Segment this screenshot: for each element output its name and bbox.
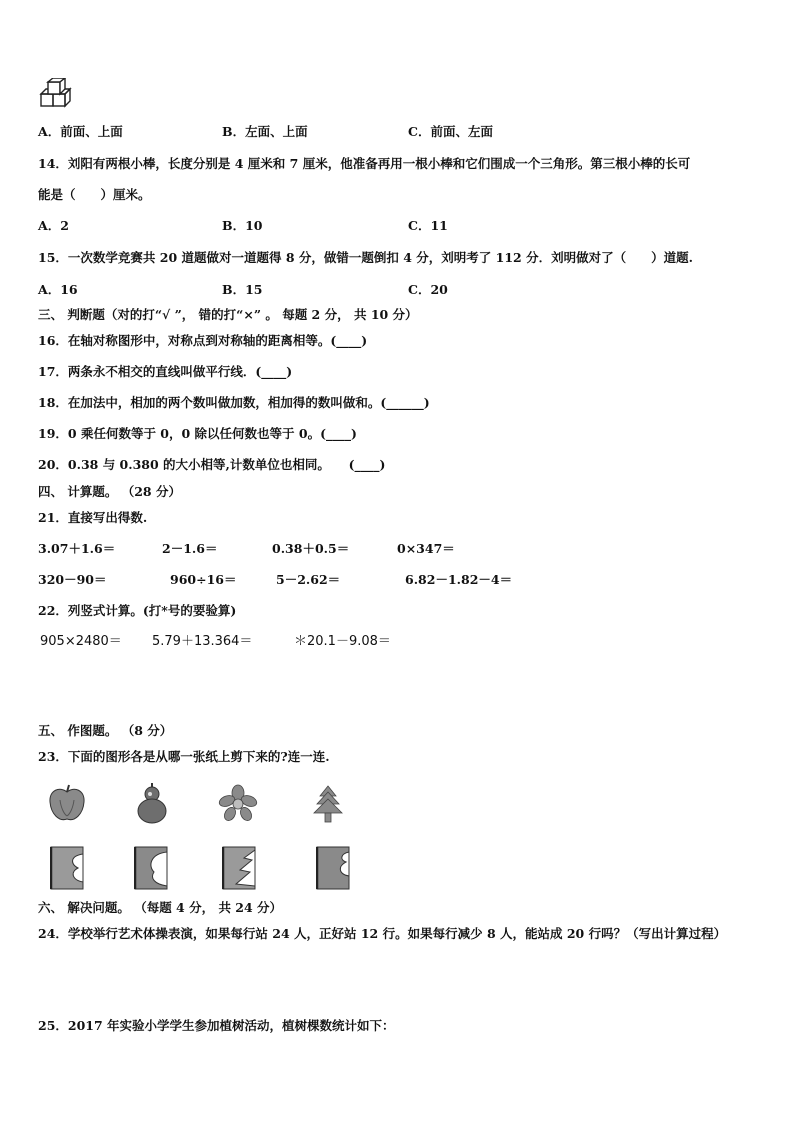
cube-stack-icon [38,78,78,110]
section-5-heading: 五、 作图题。 （8 分） [38,723,173,738]
flower-icon [218,784,258,822]
cut-paper-2-icon [134,846,168,890]
q13-option-c: C．前面、左面 [408,124,493,139]
q22-expr: ＊20.1－9.08＝ [294,634,391,649]
section-4-heading: 四、 计算题。 （28 分） [38,484,181,499]
q14-stem-line1: 14．刘阳有两根小棒，长度分别是 4 厘米和 7 厘米，他准备再用一根小棒和它们围成一个三角形。第三根小棒的长可 [38,156,691,171]
section-3-heading: 三、 判断题（对的打“√ ”， 错的打“×” 。 每题 2 分， 共 10 分） [38,307,418,322]
q23-title: 23．下面的图形各是从哪一张纸上剪下来的?连一连. [38,749,330,764]
q21-expr: 320－90＝ [38,572,107,587]
q14-option-b: B．10 [222,218,263,233]
apple-icon [46,784,88,824]
q16-statement: 16．在轴对称图形中，对称点到对称轴的距离相等。(____) [38,333,368,348]
q19-statement: 19．0 乘任何数等于 0，0 除以任何数也等于 0。(____) [38,426,357,441]
cut-paper-4-icon [316,846,350,890]
q14-option-c: C．11 [408,218,448,233]
tree-icon [310,784,346,824]
q25-statement: 25．2017 年实验小学学生参加植树活动，植树棵数统计如下： [38,1018,395,1033]
cut-paper-3-icon [222,846,256,890]
q21-expr: 2－1.6＝ [162,541,218,556]
q13-option-a: A．前面、上面 [38,124,123,139]
q22-expr: 905×2480＝ [40,634,122,649]
q15-option-b: B．15 [222,282,263,297]
q22-title: 22．列竖式计算。(打*号的要验算) [38,603,237,618]
q15-stem: 15．一次数学竞赛共 20 道题做对一道题得 8 分，做错一题倒扣 4 分，刘明考了 112 分．刘明做对了（ ）道题. [38,250,693,265]
q21-expr: 0.38＋0.5＝ [272,541,350,556]
q18-statement: 18．在加法中，相加的两个数叫做加数，相加得的数叫做和。(______) [38,395,430,410]
q14-stem-line2: 能是（ ）厘米。 [38,187,151,202]
cut-paper-1-icon [50,846,84,890]
gourd-icon [134,781,170,825]
q17-statement: 17．两条永不相交的直线叫做平行线．(____) [38,364,293,379]
q15-option-a: A．16 [38,282,78,297]
q21-expr: 0×347＝ [397,541,455,556]
q13-option-b: B．左面、上面 [222,124,308,139]
q24-statement: 24．学校举行艺术体操表演，如果每行站 24 人，正好站 12 行。如果每行减少 8 人，能站成 20 行吗？（写出计算过程） [38,926,727,941]
q14-option-a: A．2 [38,218,69,233]
q20-statement: 20．0.38 与 0.380 的大小相等,计数单位也相同。 (____) [38,457,386,472]
q22-expr: 5.79＋13.364＝ [152,634,253,649]
q21-expr: 6.82－1.82－4＝ [405,572,513,587]
q15-option-c: C．20 [408,282,448,297]
q21-expr: 5－2.62＝ [276,572,341,587]
q21-title: 21．直接写出得数. [38,510,148,525]
q21-expr: 960÷16＝ [170,572,237,587]
section-6-heading: 六、 解决问题。 （每题 4 分， 共 24 分） [38,900,283,915]
q21-expr: 3.07＋1.6＝ [38,541,116,556]
